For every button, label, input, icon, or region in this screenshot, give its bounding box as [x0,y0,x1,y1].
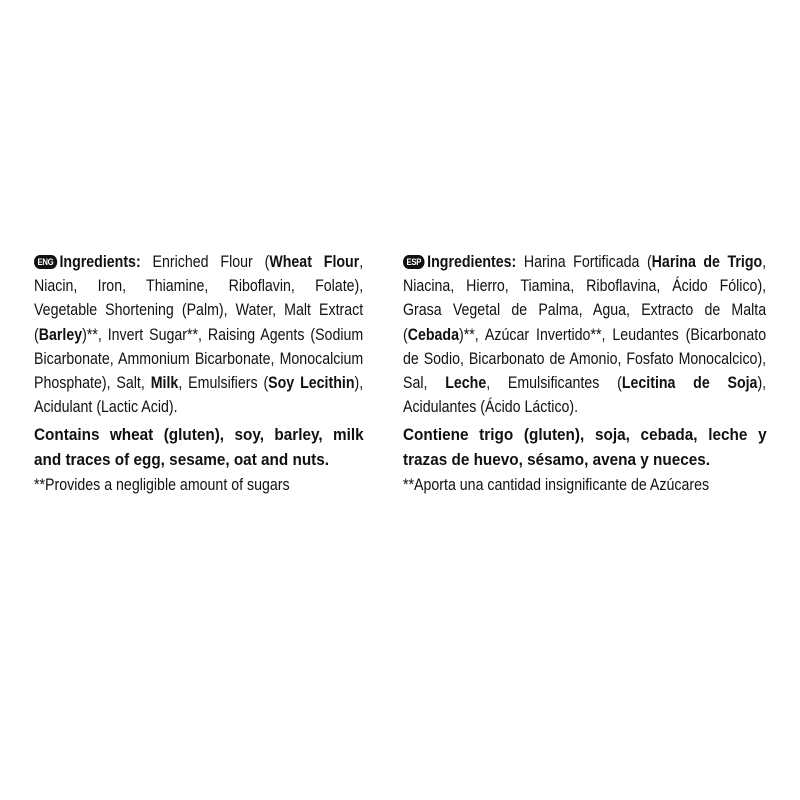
spanish-section [403,250,767,497]
ingredient-text: , Emulsificantes ( [486,374,622,393]
allergen-ingredient: Barley [38,325,83,344]
spanish-ingredients-text [403,253,766,416]
ingredient-text: , Niacin, Iron, Thiamine, Riboflavin, Folate), Vegetable Shortening (Palm), Water, Malt Extract ( [34,253,364,344]
spanish-ingredients-heading: Ingredientes: [427,253,517,271]
allergen-ingredient: Cebada [407,325,459,344]
ingredient-text: Harina Fortificada ( [516,253,652,271]
ingredient-text: , Niacina, Hierro, Tiamina, Riboflavina, Ácido Fólico), Grasa Vegetal de Palma, Agua, Extracto de Malta ( [403,253,767,344]
ingredient-text: )**, Azúcar Invertido**, Leudantes (Bicarbonato de Sodio, Bicarbonato de Amonio, Fosfato Monocalcico), Sal, [403,325,767,393]
ingredient-text: )**, Invert Sugar**, Raising Agents (Sodium Bicarbonate, Ammonium Bicarbonate, Monocalcium Phosphate), Salt, [34,325,364,393]
allergen-ingredient: Soy Lecithin [268,374,355,393]
ingredient-text: , Emulsifiers ( [178,374,269,393]
english-section [34,250,364,497]
allergen-ingredient: Lecitina de Soja [621,374,758,393]
english-language-badge: ENG [34,255,57,269]
allergen-ingredient: Leche [445,374,487,393]
ingredient-text: ), Acidulant (Lactic Acid). [34,374,364,417]
allergen-ingredient: Harina de Trigo [651,253,763,271]
english-ingredients [34,250,363,419]
spanish-allergen-statement: Contiene trigo (gluten), soja, cebada, leche y trazas de huevo, sésamo, avena y nueces. [403,425,767,469]
ingredient-text: Enriched Flour ( [140,253,270,271]
spanish-footnote: **Aporta una cantidad insignificante de Azúcares [403,476,710,495]
spanish-ingredients [403,250,766,419]
english-footnote: **Provides a negligible amount of sugars [34,476,290,495]
allergen-ingredient: Wheat Flour [269,253,360,271]
english-ingredients-heading: Ingredients: [59,253,141,271]
english-allergen-statement: Contains wheat (gluten), soy, barley, milk and traces of egg, sesame, oat and nuts. [34,425,364,469]
ingredient-text: ), Acidulantes (Ácido Láctico). [403,374,767,417]
allergen-ingredient: Milk [150,374,179,393]
english-ingredients-text [34,253,363,416]
spanish-language-badge: ESP [403,255,425,269]
